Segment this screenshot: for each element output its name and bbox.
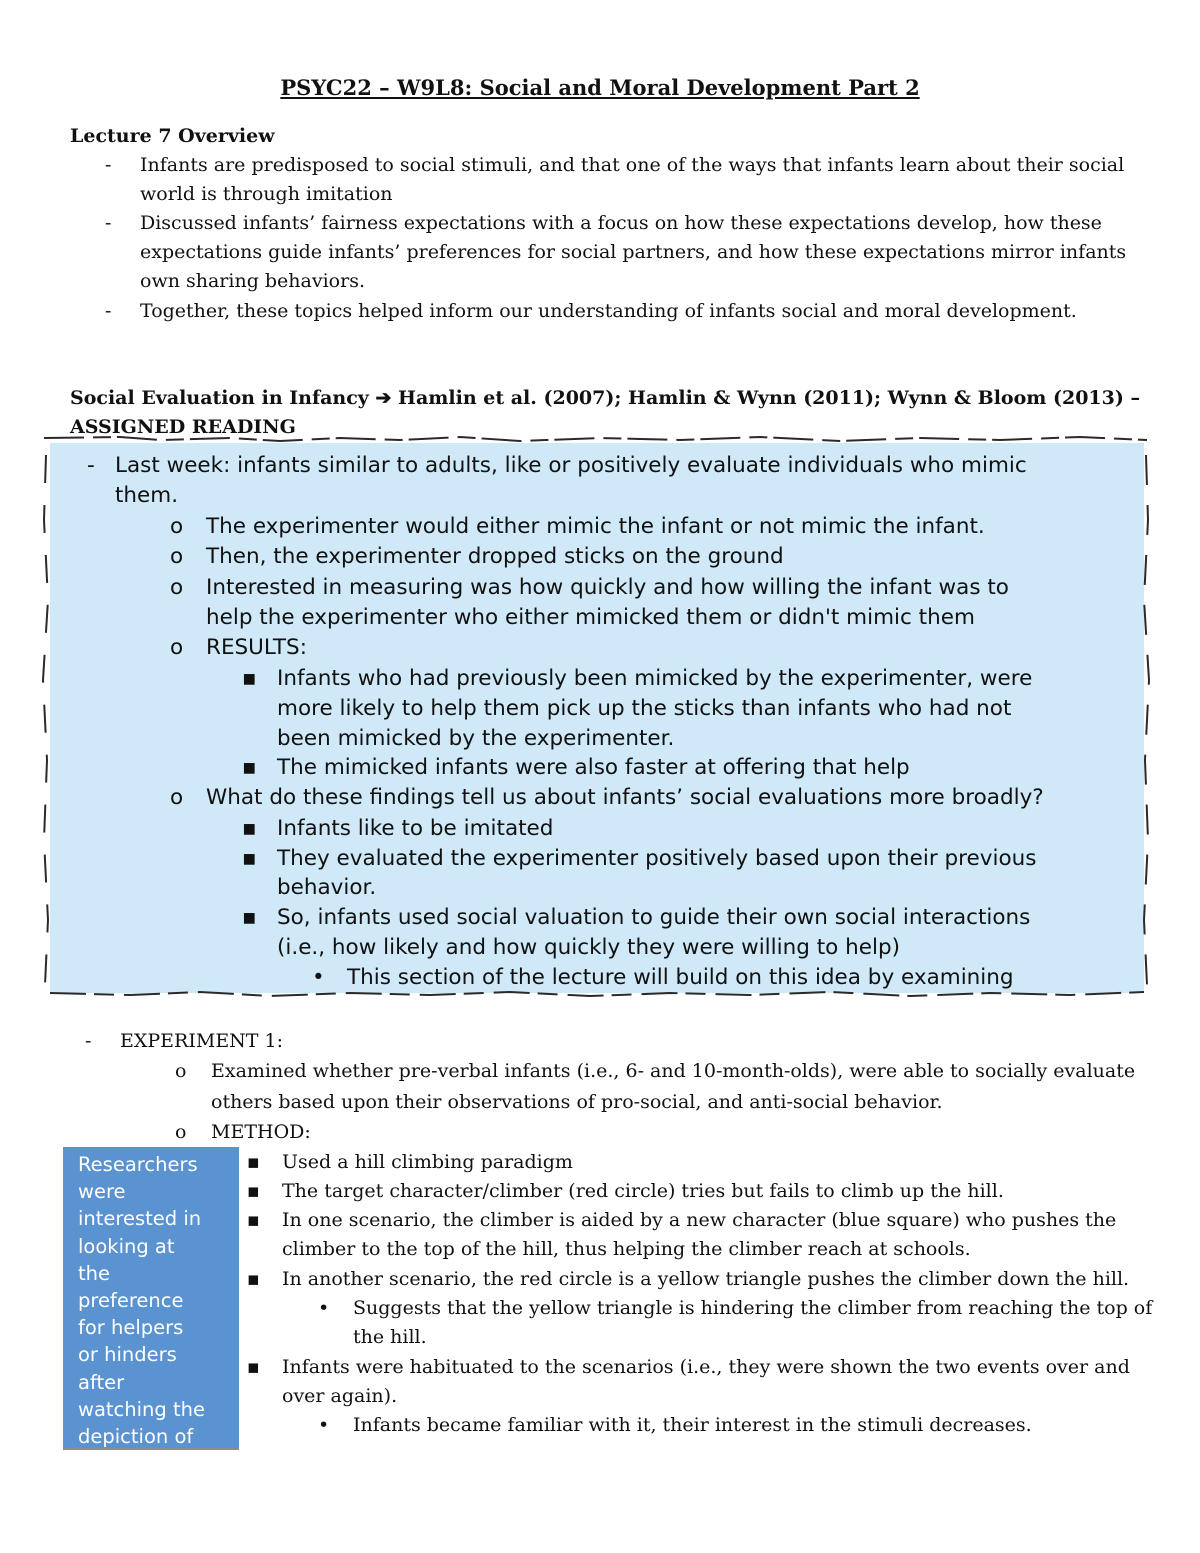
callout-line: The experimenter would either mimic the infant or not mimic the infant. xyxy=(206,514,985,539)
circle-marker: o xyxy=(170,575,184,600)
square-marker: ▪ xyxy=(247,1356,260,1378)
callout-line: The mimicked infants were also faster at offering that help xyxy=(277,755,910,780)
dash-marker: - xyxy=(105,212,112,234)
experiment-line: EXPERIMENT 1: xyxy=(120,1030,284,1052)
experiment-line: Infants were habituated to the scenarios (i.e., they were shown the two events over and xyxy=(282,1356,1130,1378)
experiment-line: In one scenario, the climber is aided by a new character (blue square) who pushes the xyxy=(282,1209,1117,1231)
callout-line: They evaluated the experimenter positively based upon their previous xyxy=(277,846,1037,871)
section-heading-part1: Social Evaluation in Infancy xyxy=(70,387,369,409)
section-heading-part2: Hamlin et al. (2007); Hamlin & Wynn (2011); Wynn & Bloom (2013) – xyxy=(398,387,1140,409)
overview-heading: Lecture 7 Overview xyxy=(70,125,275,147)
callout-line: been mimicked by the experimenter. xyxy=(277,726,675,751)
dot-marker: • xyxy=(312,965,325,990)
side-note-line: the xyxy=(78,1261,111,1285)
experiment-line: others based upon their observations of pro-social, and anti-social behavior. xyxy=(211,1091,943,1113)
overview-line: expectations guide infants’ preferences for social partners, and how these expectations mirror infants xyxy=(140,241,1127,263)
callout-line: Infants who had previously been mimicked by the experimenter, were xyxy=(277,666,1033,691)
callout-line: Interested in measuring was how quickly and how willing the infant was to xyxy=(206,575,1009,600)
callout-line: (i.e., how likely and how quickly they were willing to help) xyxy=(277,935,900,960)
side-note-line: interested in xyxy=(78,1207,202,1231)
circle-marker: o xyxy=(175,1060,187,1082)
experiment-line: Used a hill climbing paradigm xyxy=(282,1151,573,1173)
dash-marker: - xyxy=(105,300,112,322)
overview-line: world is through imitation xyxy=(140,183,393,205)
side-note-line: watching the xyxy=(78,1397,205,1421)
square-marker: ▪ xyxy=(242,666,257,691)
side-note-underline xyxy=(63,1448,239,1450)
torn-edge-right xyxy=(1144,455,1149,985)
side-note-line: for helpers xyxy=(78,1316,184,1340)
callout-line: Then, the experimenter dropped sticks on the ground xyxy=(206,544,784,569)
overview-line: Together, these topics helped inform our understanding of infants social and moral development. xyxy=(140,300,1077,322)
overview-line: own sharing behaviors. xyxy=(140,270,365,292)
side-note-line: were xyxy=(78,1180,126,1204)
square-marker: ▪ xyxy=(247,1268,260,1290)
callout-line: Infants like to be imitated xyxy=(277,816,554,841)
experiment-line: Examined whether pre-verbal infants (i.e., 6- and 10-month-olds), were able to socially evaluate xyxy=(211,1060,1136,1082)
section-heading-line2: ASSIGNED READING xyxy=(70,416,296,438)
side-note-box xyxy=(63,1147,239,1448)
torn-edge-top xyxy=(44,437,1147,441)
circle-marker: o xyxy=(170,635,184,660)
experiment-line: In another scenario, the red circle is a yellow triangle pushes the climber down the hill. xyxy=(282,1268,1130,1290)
callout-line: help the experimenter who either mimicked them or didn't mimic them xyxy=(206,605,975,630)
callout-line: RESULTS: xyxy=(206,635,307,660)
side-note-text xyxy=(78,1151,228,1448)
experiment-line: The target character/climber (red circle) tries but fails to climb up the hill. xyxy=(282,1180,1004,1202)
experiment-line: METHOD: xyxy=(211,1121,311,1143)
experiment-line: Infants became familiar with it, their interest in the stimuli decreases. xyxy=(353,1414,1032,1436)
square-marker: ▪ xyxy=(242,755,257,780)
side-note-line: Researchers xyxy=(78,1153,198,1176)
side-note-line: after xyxy=(78,1370,125,1394)
overview-line: Infants are predisposed to social stimuli, and that one of the ways that infants learn about their social xyxy=(140,154,1125,176)
square-marker: ▪ xyxy=(242,846,257,871)
side-note-line: depiction of xyxy=(78,1425,194,1448)
square-marker: ▪ xyxy=(247,1180,260,1202)
square-marker: ▪ xyxy=(242,905,257,930)
dot-marker: • xyxy=(318,1414,330,1436)
dot-marker: • xyxy=(318,1297,330,1319)
side-note-line: looking at xyxy=(78,1234,175,1258)
experiment-line: the hill. xyxy=(353,1326,427,1348)
callout-line: behavior. xyxy=(277,875,377,900)
callout-line: This section of the lecture will build on this idea by examining xyxy=(347,965,1014,990)
side-note-line: preference xyxy=(78,1289,184,1313)
callout-line: What do these findings tell us about infants’ social evaluations more broadly? xyxy=(206,785,1044,810)
dash-marker: - xyxy=(85,1030,92,1052)
circle-marker: o xyxy=(170,544,184,569)
side-note-line: or hinders xyxy=(78,1343,177,1367)
page-title: PSYC22 – W9L8: Social and Moral Development Part 2 xyxy=(280,75,920,100)
experiment-line: Suggests that the yellow triangle is hindering the climber from reaching the top of xyxy=(353,1297,1153,1319)
square-marker: ▪ xyxy=(242,816,257,841)
callout-line: more likely to help them pick up the sticks than infants who had not xyxy=(277,696,1012,721)
circle-marker: o xyxy=(170,514,184,539)
circle-marker: o xyxy=(170,785,184,810)
experiment-line: over again). xyxy=(282,1385,398,1407)
torn-edge-left xyxy=(43,455,48,985)
torn-edge-bottom xyxy=(50,992,1144,996)
callout-line: Last week: infants similar to adults, like or positively evaluate individuals who mimic xyxy=(115,453,1027,478)
circle-marker: o xyxy=(175,1121,187,1143)
experiment-line: climber to the top of the hill, thus helping the climber reach at schools. xyxy=(282,1238,971,1260)
callout-line: So, infants used social valuation to guide their own social interactions xyxy=(277,905,1031,930)
arrow-icon: ➔ xyxy=(375,387,392,409)
dash-marker: - xyxy=(87,453,95,478)
overview-line: Discussed infants’ fairness expectations with a focus on how these expectations develop, how these xyxy=(140,212,1102,234)
dash-marker: - xyxy=(105,154,112,176)
square-marker: ▪ xyxy=(247,1209,260,1231)
square-marker: ▪ xyxy=(247,1151,260,1173)
callout-line: them. xyxy=(115,483,179,508)
